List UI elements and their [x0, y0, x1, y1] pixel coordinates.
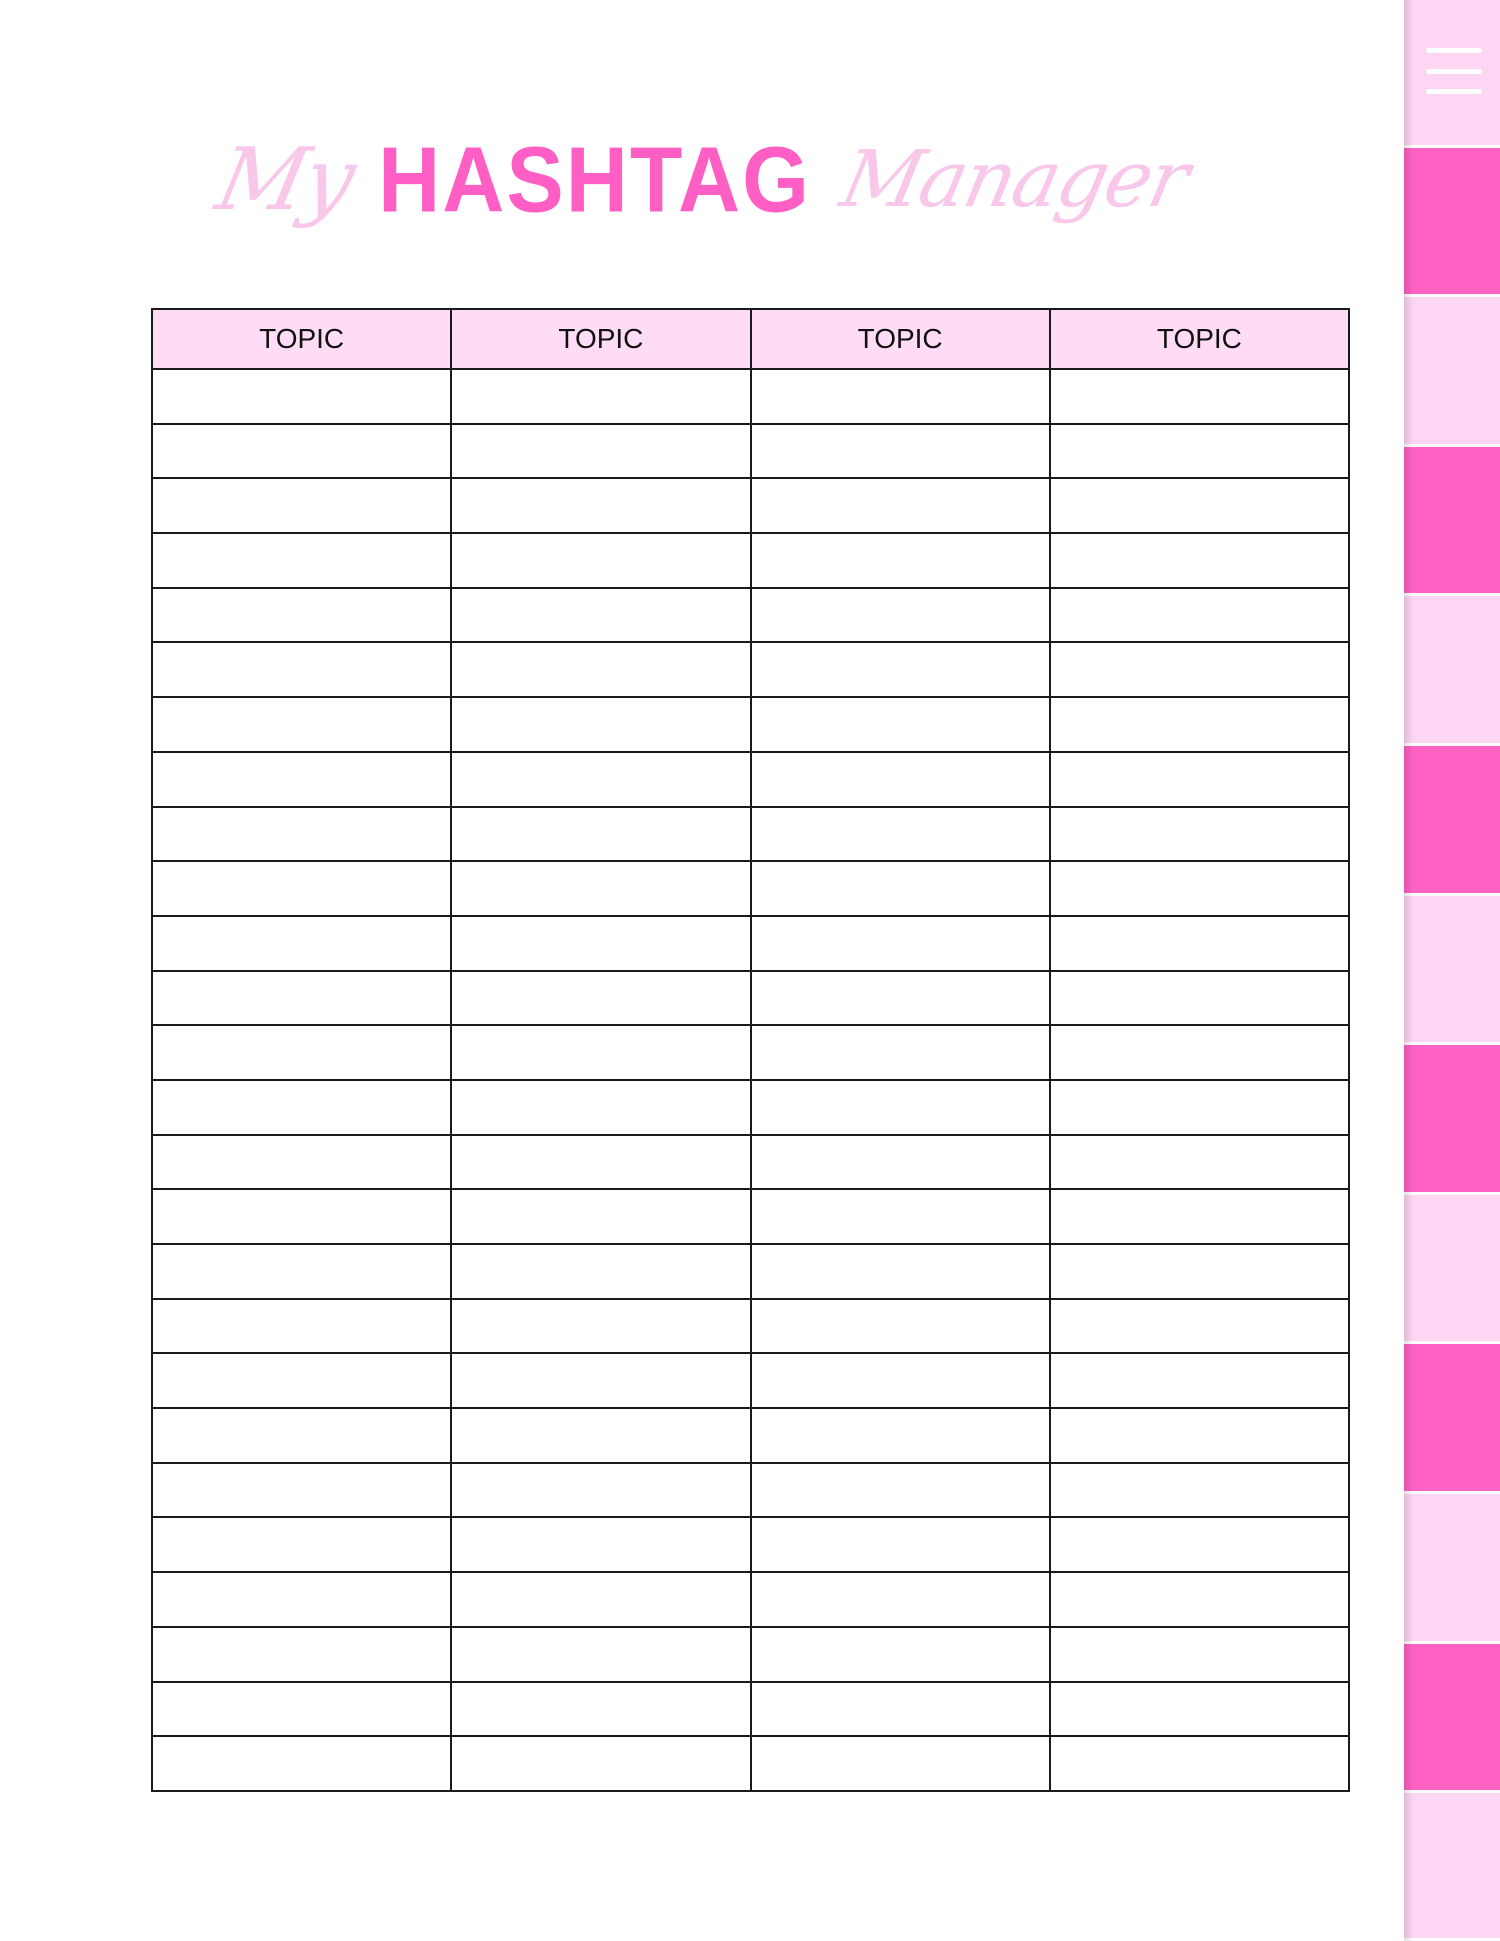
table-cell[interactable] — [152, 1682, 451, 1737]
table-cell[interactable] — [1050, 916, 1349, 971]
table-cell[interactable] — [451, 1408, 750, 1463]
side-tab-10[interactable] — [1404, 1344, 1500, 1494]
table-row — [152, 588, 1349, 643]
side-tab-7[interactable] — [1404, 896, 1500, 1045]
table-cell[interactable] — [1050, 1080, 1349, 1135]
table-cell[interactable] — [1050, 807, 1349, 862]
table-cell[interactable] — [451, 752, 750, 807]
table-cell[interactable] — [751, 697, 1050, 752]
table-cell[interactable] — [451, 424, 750, 479]
table-cell[interactable] — [152, 1244, 451, 1299]
table-cell[interactable] — [451, 1080, 750, 1135]
table-cell[interactable] — [751, 478, 1050, 533]
table-cell[interactable] — [1050, 697, 1349, 752]
title-main: HASHTAG — [378, 127, 811, 232]
table-cell[interactable] — [451, 971, 750, 1026]
table-cell[interactable] — [152, 916, 451, 971]
table-cell[interactable] — [1050, 1353, 1349, 1408]
hamburger-menu-icon[interactable] — [1426, 48, 1482, 94]
table-cell[interactable] — [451, 1463, 750, 1518]
table-cell[interactable] — [751, 752, 1050, 807]
table-header-row — [152, 309, 1349, 369]
table-cell[interactable] — [152, 642, 451, 697]
table-row — [152, 478, 1349, 533]
hashtag-table — [151, 308, 1350, 1792]
table-cell[interactable] — [451, 533, 750, 588]
table-cell[interactable] — [751, 1189, 1050, 1244]
table-cell[interactable] — [1050, 1189, 1349, 1244]
table-cell[interactable] — [451, 1135, 750, 1190]
table-cell[interactable] — [751, 1517, 1050, 1572]
table-cell[interactable] — [451, 697, 750, 752]
table-cell[interactable] — [451, 1572, 750, 1627]
table-cell[interactable] — [451, 1353, 750, 1408]
table-row — [152, 1353, 1349, 1408]
table-row — [152, 1135, 1349, 1190]
table-cell[interactable] — [152, 1299, 451, 1354]
table-cell[interactable] — [1050, 369, 1349, 424]
table-cell[interactable] — [152, 1025, 451, 1080]
table-cell[interactable] — [1050, 1736, 1349, 1791]
table-cell[interactable] — [1050, 1682, 1349, 1737]
table-cell[interactable] — [751, 533, 1050, 588]
table-cell[interactable] — [1050, 1299, 1349, 1354]
table-row — [152, 1517, 1349, 1572]
table-cell[interactable] — [152, 1627, 451, 1682]
page-title — [0, 127, 1405, 270]
table-cell[interactable] — [451, 1736, 750, 1791]
table-cell[interactable] — [751, 916, 1050, 971]
side-tab-3[interactable] — [1404, 297, 1500, 447]
table-row — [152, 1408, 1349, 1463]
table-cell[interactable] — [1050, 1463, 1349, 1518]
table-cell[interactable] — [451, 588, 750, 643]
column-header-topic-4: TOPIC — [1050, 309, 1349, 369]
table-row — [152, 1736, 1349, 1791]
table-cell[interactable] — [152, 752, 451, 807]
table-row — [152, 697, 1349, 752]
table-body — [152, 369, 1349, 1791]
table-cell[interactable] — [152, 697, 451, 752]
title-prefix: My — [208, 130, 363, 230]
table-cell[interactable] — [451, 1244, 750, 1299]
table-cell[interactable] — [451, 861, 750, 916]
table-cell[interactable] — [751, 588, 1050, 643]
side-tab-13[interactable] — [1404, 1793, 1500, 1941]
table-cell[interactable] — [1050, 1627, 1349, 1682]
table-cell[interactable] — [1050, 1572, 1349, 1627]
table-cell[interactable] — [751, 1736, 1050, 1791]
table-cell[interactable] — [451, 642, 750, 697]
table-cell[interactable] — [451, 807, 750, 862]
table-row — [152, 424, 1349, 479]
table-cell[interactable] — [751, 1080, 1050, 1135]
table-cell[interactable] — [451, 1682, 750, 1737]
table-cell[interactable] — [1050, 861, 1349, 916]
side-tab-strip — [1404, 0, 1500, 1941]
table-cell[interactable] — [1050, 533, 1349, 588]
table-cell[interactable] — [451, 916, 750, 971]
table-cell[interactable] — [1050, 1517, 1349, 1572]
table-row — [152, 1299, 1349, 1354]
table-cell[interactable] — [1050, 1025, 1349, 1080]
table-cell[interactable] — [152, 1135, 451, 1190]
table-cell[interactable] — [751, 1299, 1050, 1354]
table-row — [152, 642, 1349, 697]
table-cell[interactable] — [751, 369, 1050, 424]
table-cell[interactable] — [751, 1135, 1050, 1190]
table-cell[interactable] — [1050, 752, 1349, 807]
table-cell[interactable] — [152, 478, 451, 533]
table-cell[interactable] — [451, 1299, 750, 1354]
table-row — [152, 1572, 1349, 1627]
side-tab-9[interactable] — [1404, 1195, 1500, 1344]
side-tab-4[interactable] — [1404, 447, 1500, 596]
table-cell[interactable] — [152, 1572, 451, 1627]
table-cell[interactable] — [751, 1244, 1050, 1299]
side-tab-12[interactable] — [1404, 1644, 1500, 1793]
table-cell[interactable] — [1050, 478, 1349, 533]
table-row — [152, 369, 1349, 424]
table-cell[interactable] — [152, 1080, 451, 1135]
table-cell[interactable] — [751, 1627, 1050, 1682]
table-cell[interactable] — [751, 1463, 1050, 1518]
table-row — [152, 1189, 1349, 1244]
table-cell[interactable] — [751, 861, 1050, 916]
column-header-topic-1: TOPIC — [152, 309, 451, 369]
title-suffix: Manager — [833, 135, 1196, 225]
table-row — [152, 752, 1349, 807]
side-tab-5[interactable] — [1404, 596, 1500, 746]
table-cell[interactable] — [152, 1736, 451, 1791]
table-row — [152, 533, 1349, 588]
table-cell[interactable] — [152, 861, 451, 916]
side-tab-6[interactable] — [1404, 746, 1500, 896]
table-row — [152, 1025, 1349, 1080]
table-cell[interactable] — [152, 1463, 451, 1518]
table-row — [152, 807, 1349, 862]
table-cell[interactable] — [1050, 1408, 1349, 1463]
table-cell[interactable] — [1050, 1135, 1349, 1190]
table-cell[interactable] — [1050, 971, 1349, 1026]
table-cell[interactable] — [751, 642, 1050, 697]
side-tab-2[interactable] — [1404, 148, 1500, 297]
table-cell[interactable] — [152, 971, 451, 1026]
table-cell[interactable] — [751, 1682, 1050, 1737]
table-cell[interactable] — [1050, 424, 1349, 479]
table-row — [152, 1244, 1349, 1299]
table-cell[interactable] — [152, 1517, 451, 1572]
table-cell[interactable] — [1050, 588, 1349, 643]
table-row — [152, 1627, 1349, 1682]
table-cell[interactable] — [152, 588, 451, 643]
table-row — [152, 1080, 1349, 1135]
side-tab-11[interactable] — [1404, 1494, 1500, 1644]
table-cell[interactable] — [751, 1025, 1050, 1080]
table-cell[interactable] — [451, 1189, 750, 1244]
table-cell[interactable] — [751, 971, 1050, 1026]
column-header-topic-3: TOPIC — [751, 309, 1050, 369]
table-cell[interactable] — [152, 424, 451, 479]
table-cell[interactable] — [152, 1189, 451, 1244]
table-cell[interactable] — [751, 1572, 1050, 1627]
column-header-topic-2: TOPIC — [451, 309, 750, 369]
table-cell[interactable] — [751, 424, 1050, 479]
table-cell[interactable] — [451, 1517, 750, 1572]
table-cell[interactable] — [1050, 1244, 1349, 1299]
side-tab-8[interactable] — [1404, 1045, 1500, 1195]
table-row — [152, 1463, 1349, 1518]
table-cell[interactable] — [152, 369, 451, 424]
table-cell[interactable] — [451, 478, 750, 533]
table-cell[interactable] — [451, 369, 750, 424]
table-row — [152, 861, 1349, 916]
table-cell[interactable] — [451, 1627, 750, 1682]
table-cell[interactable] — [751, 1408, 1050, 1463]
table-row — [152, 916, 1349, 971]
table-cell[interactable] — [751, 1353, 1050, 1408]
table-cell[interactable] — [751, 807, 1050, 862]
table-row — [152, 1682, 1349, 1737]
table-cell[interactable] — [152, 1408, 451, 1463]
table-row — [152, 971, 1349, 1026]
table-cell[interactable] — [1050, 642, 1349, 697]
table-cell[interactable] — [152, 807, 451, 862]
table-cell[interactable] — [152, 1353, 451, 1408]
table-cell[interactable] — [152, 533, 451, 588]
table-cell[interactable] — [451, 1025, 750, 1080]
